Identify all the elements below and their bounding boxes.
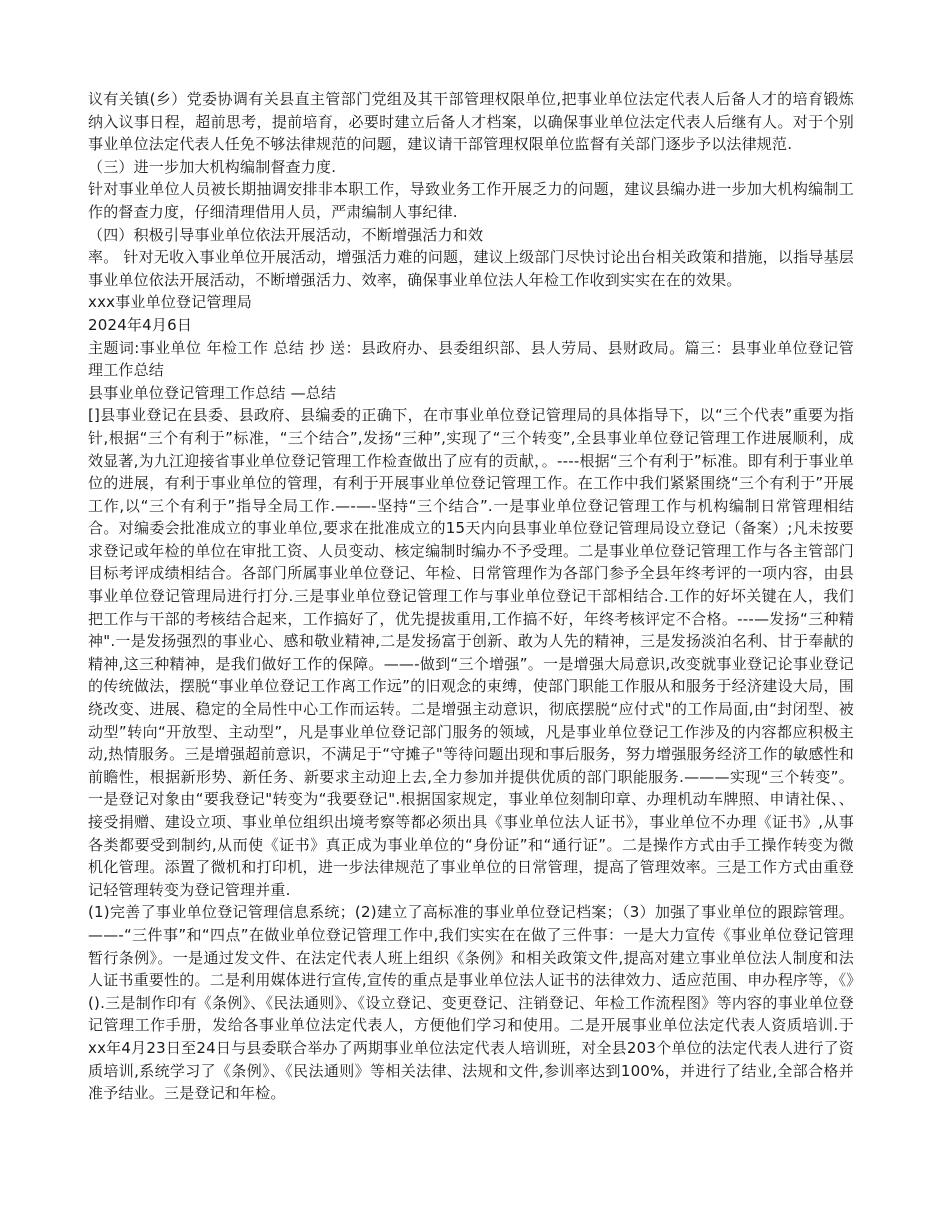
paragraph-vitality: 率。 针对无收入事业单位开展活动，增强活力难的问题，建议上级部门尽快讨论出台相关政策和措施，以指导基层事业单位依法开展活动，不断增强活力、效率，确保事业单位法人年检工作收到实实在在的效果。 [88,248,854,289]
paragraph-backup-talent: 议有关镇(乡）党委协调有关县直主管部门党组及其干部管理权限单位,把事业单位法定代表人后备人才的培育锻炼纳入议事日程，超前思考，提前培育，必要时建立后备人才档案，以确保事业单位法定代表人后继有人。对于个别事业单位法定代表人任免不够法律规范的问题，建议请干部管理权限单位监督有关部门逐步予以法律规范. [88,90,854,154]
article-title: 县事业单位登记管理工作总结 —总结 [88,383,337,402]
paragraph-staffing-supervision: 针对事业单位人员被长期抽调安排非本职工作，导致业务工作开展乏力的问题，建议县编办进一步加大机构编制工作的督查力度，仔细清理借用人员，严肃编制人事纪律. [88,180,854,221]
heading-section-3: （三）进一步加大机构编制督查力度. [88,157,337,176]
paragraph-main-summary: []县事业登记在县委、县政府、县编委的正确下，在市事业单位登记管理局的具体指导下，以“三个代表”重要为指针,根据“三个有利于”标准，“三个结合”,发扬“三种”,实现了“三个转变”,全县事业单位登记管理工作进展顺利，成效显著,为九江迎接省事业单位登记管理工作检查做出了应有的贡献，。----根据“三个有利于”标准。即有利于事业单位的进展，有利于事业单位的管理，有利于开展事业单位登记管理工作。在工作中我们紧紧围绕“三个有利于”开展工作,以“三个有利于”指导全局工作.—-—-坚持“三个结合”.一是事业单位登记管理工作与机构编制日常管理相结合。对编委会批准成立的事业单位,要求在批准成立的15天内向县事业单位登记管理局设立登记（备案）;凡未按要求登记或年检的单位在审批工资、人员变动、核定编制时编办不予受理。二是事业单位登记管理工作与各主管部门目标考评成绩相结合。各部门所属事业单位登记、年检、日常管理作为各部门参予全县年终考评的一项内容，由县事业单位登记管理局进行打分.三是事业单位登记管理工作与事业单位登记干部相结合.工作的好坏关键在人，我们把工作与干部的考核结合起来，工作搞好了，优先提拔重用,工作搞不好，年终考核评定不合格。---—发扬“三种精神".一是发扬强烈的事业心、感和敬业精神,二是发扬富于创新、敢为人先的精神，三是发扬淡泊名利、甘于奉献的精神,这三种精神，是我们做好工作的保障。——-做到“三个增强”。一是增强大局意识,改变就事业登记论事业登记的传统做法，摆脱“事业单位登记工作离工作远”的旧观念的束缚，使部门职能工作服从和服务于经济建设大局，围绕改变、进展、稳定的全局性中心工作而运转。二是增强主动意识，彻底摆脱“应付式"的工作局面,由“封闭型、被动型”转向“开放型、主动型”，凡是事业单位登记部门服务的领域，凡是事业单位登记工作涉及的内容都应积极主动,热情服务。三是增强超前意识，不满足于“守摊子"等待问题出现和事后服务，努力增强服务经济工作的敏感性和前瞻性，根据新形势、新任务、新要求主动迎上去,全力参加并提供优质的部门职能服务.———实现“三个转变”。一是登记对象由“要我登记"转变为“我要登记".根据国家规定，事业单位刻制印章、办理机动车牌照、申请社保、、接受捐赠、建设立项、事业单位组织出境考察等都必须出具《事业单位法人证书》，事业单位不办理《证书》,从事各类都要受到制约,从而使《证书》真正成为事业单位的“身份证”和“通行证”。二是操作方式由手工操作转变为微机化管理。添置了微机和打印机，进一步法律规范了事业单位的日常管理，提高了管理效率。三是工作方式由重登记轻管理转变为登记管理并重. [88,406,854,899]
document-page [88,88,854,1105]
signature-bureau: xxx事业单位登记管理局 [88,293,253,312]
heading-section-4: （四）积极引导事业单位依法开展活动，不断增强活力和效 [88,225,484,244]
paragraph-three-things: (1)完善了事业单位登记管理信息系统；(2)建立了高标准的事业单位登记档案；（3）加强了事业单位的跟踪管理。——-“三件事”和“四点”在做业单位登记管理工作中,我们实实在在做了三件事：一是大力宣传《事业单位登记管理暂行条例》。一是通过发文件、在法定代表人班上组织《条例》和相关政策文件,提高对建立事业单位法人制度和法人证书重要性的。二是利用媒体进行宣传,宣传的重点是事业单位法人证书的法律效力、适应范围、申办程序等，《》().三是制作印有《条例》、《民法通则》、《设立登记、变更登记、注销登记、年检工作流程图》等内容的事业单位登记管理工作手册，发给各事业单位法定代表人，方便他们学习和使用。二是开展事业单位法定代表人资质培训.于xx年4月23日至24日与县委联合举办了两期事业单位法定代表人培训班，对全县203个单位的法定代表人进行了资质培训,系统学习了《条例》、《民法通则》等相关法律、法规和文件,参训率达到100%，并进行了结业,全部合格并准予结业。三是登记和年检。 [88,903,854,1103]
subject-words-cc: 主题词:事业单位 年检工作 总结 抄 送：县政府办、县委组织部、县人劳局、县财政局。篇三：县事业单位登记管理工作总结 [88,338,854,380]
signature-date: 2024年4月6日 [88,315,193,334]
